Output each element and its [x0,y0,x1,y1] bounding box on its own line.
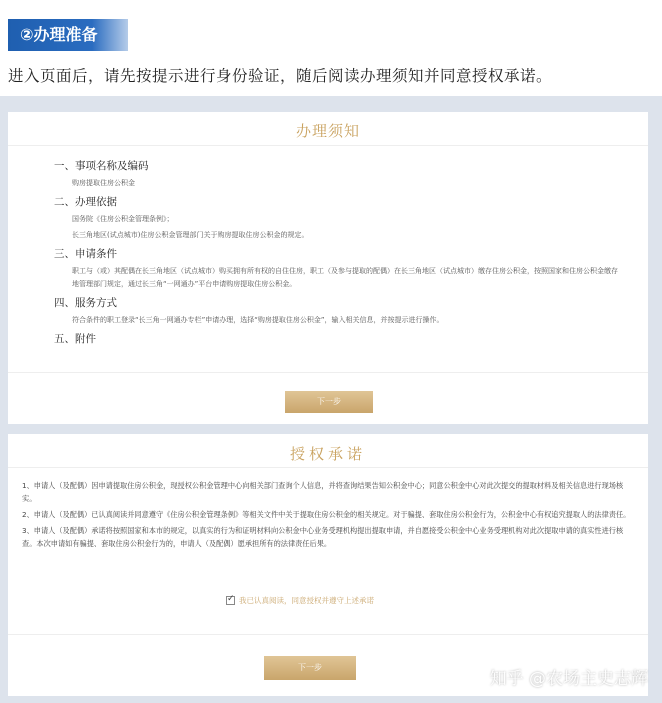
authorization-item: 3、申请人（及配偶）承诺将按照国家和本市的规定，以真实的行为和证明材料向公积金中心业务受理机构提出提取申请，并自愿接受公积金中心业务受理机构对此次提取申请的真实性进行核查。本次申请如有骗提、套取住房公积金行为的，申请人（及配偶）愿承担所有的法律责任后果。 [22,526,624,548]
notice-section-text: 国务院《住房公积金管理条例》； [72,215,174,223]
notice-section-text: 长三角地区(试点城市)住房公积金管理部门关于购房提取住房公积金的规定。 [72,231,309,239]
notice-card [8,112,648,424]
notice-section-heading: 一、事项名称及编码 [54,160,149,172]
notice-section-text: 购房提取住房公积金 [72,179,135,187]
divider [8,372,648,373]
agree-checkbox-row[interactable] [226,595,374,606]
notice-section-text: 符合条件的职工登录“长三角一网通办专栏”申请办理，选择“购房提取住房公积金”，输入相关信息，并按提示进行操作。 [72,316,444,324]
agree-checkbox[interactable] [226,596,235,605]
intro-text: 进入页面后，请先按提示进行身份验证，随后阅读办理须知并同意授权承诺。 [8,67,553,85]
step-badge: ②办理准备 [8,19,128,51]
notice-section-heading: 三、申请条件 [54,248,117,260]
authorization-title: 授权承诺 [8,434,648,468]
notice-next-button[interactable]: 下一步 [285,391,373,413]
notice-section-heading: 四、服务方式 [54,297,117,309]
notice-section-heading: 二、办理依据 [54,196,117,208]
watermark: 知乎 @农场主史志辉 [489,669,648,689]
authorization-item: 2、申请人（及配偶）已认真阅读并同意遵守《住房公积金管理条例》等相关文件中关于提取住房公积金的相关规定。对于骗提、套取住房公积金行为，公积金中心有权追究提取人的法律责任。 [22,510,631,519]
notice-body [8,146,648,347]
authorization-next-button[interactable]: 下一步 [264,656,356,680]
authorization-item: 1、申请人（及配偶）因申请提取住房公积金，现授权公积金管理中心向相关部门查询个人信息，并将查询结果告知公积金中心；同意公积金中心对此次提交的提取材料及相关信息进行现场核实。 [22,481,624,503]
divider [8,634,648,635]
notice-section-text: 职工与（或）其配偶在长三角地区（试点城市）购买拥有所有权的自住住房，职工（及参与提取的配偶）在长三角地区（试点城市）缴存住房公积金，按照国家和住房公积金缴存地管理部门规定，通过长三角“一网通办”平台申请购房提取住房公积金。 [72,267,618,288]
authorization-card [8,434,648,696]
agree-label: 我已认真阅读，同意授权并遵守上述承诺 [239,596,374,605]
notice-section-heading: 五、附件 [54,333,96,345]
authorization-body [8,468,648,550]
notice-title: 办理须知 [8,112,648,146]
